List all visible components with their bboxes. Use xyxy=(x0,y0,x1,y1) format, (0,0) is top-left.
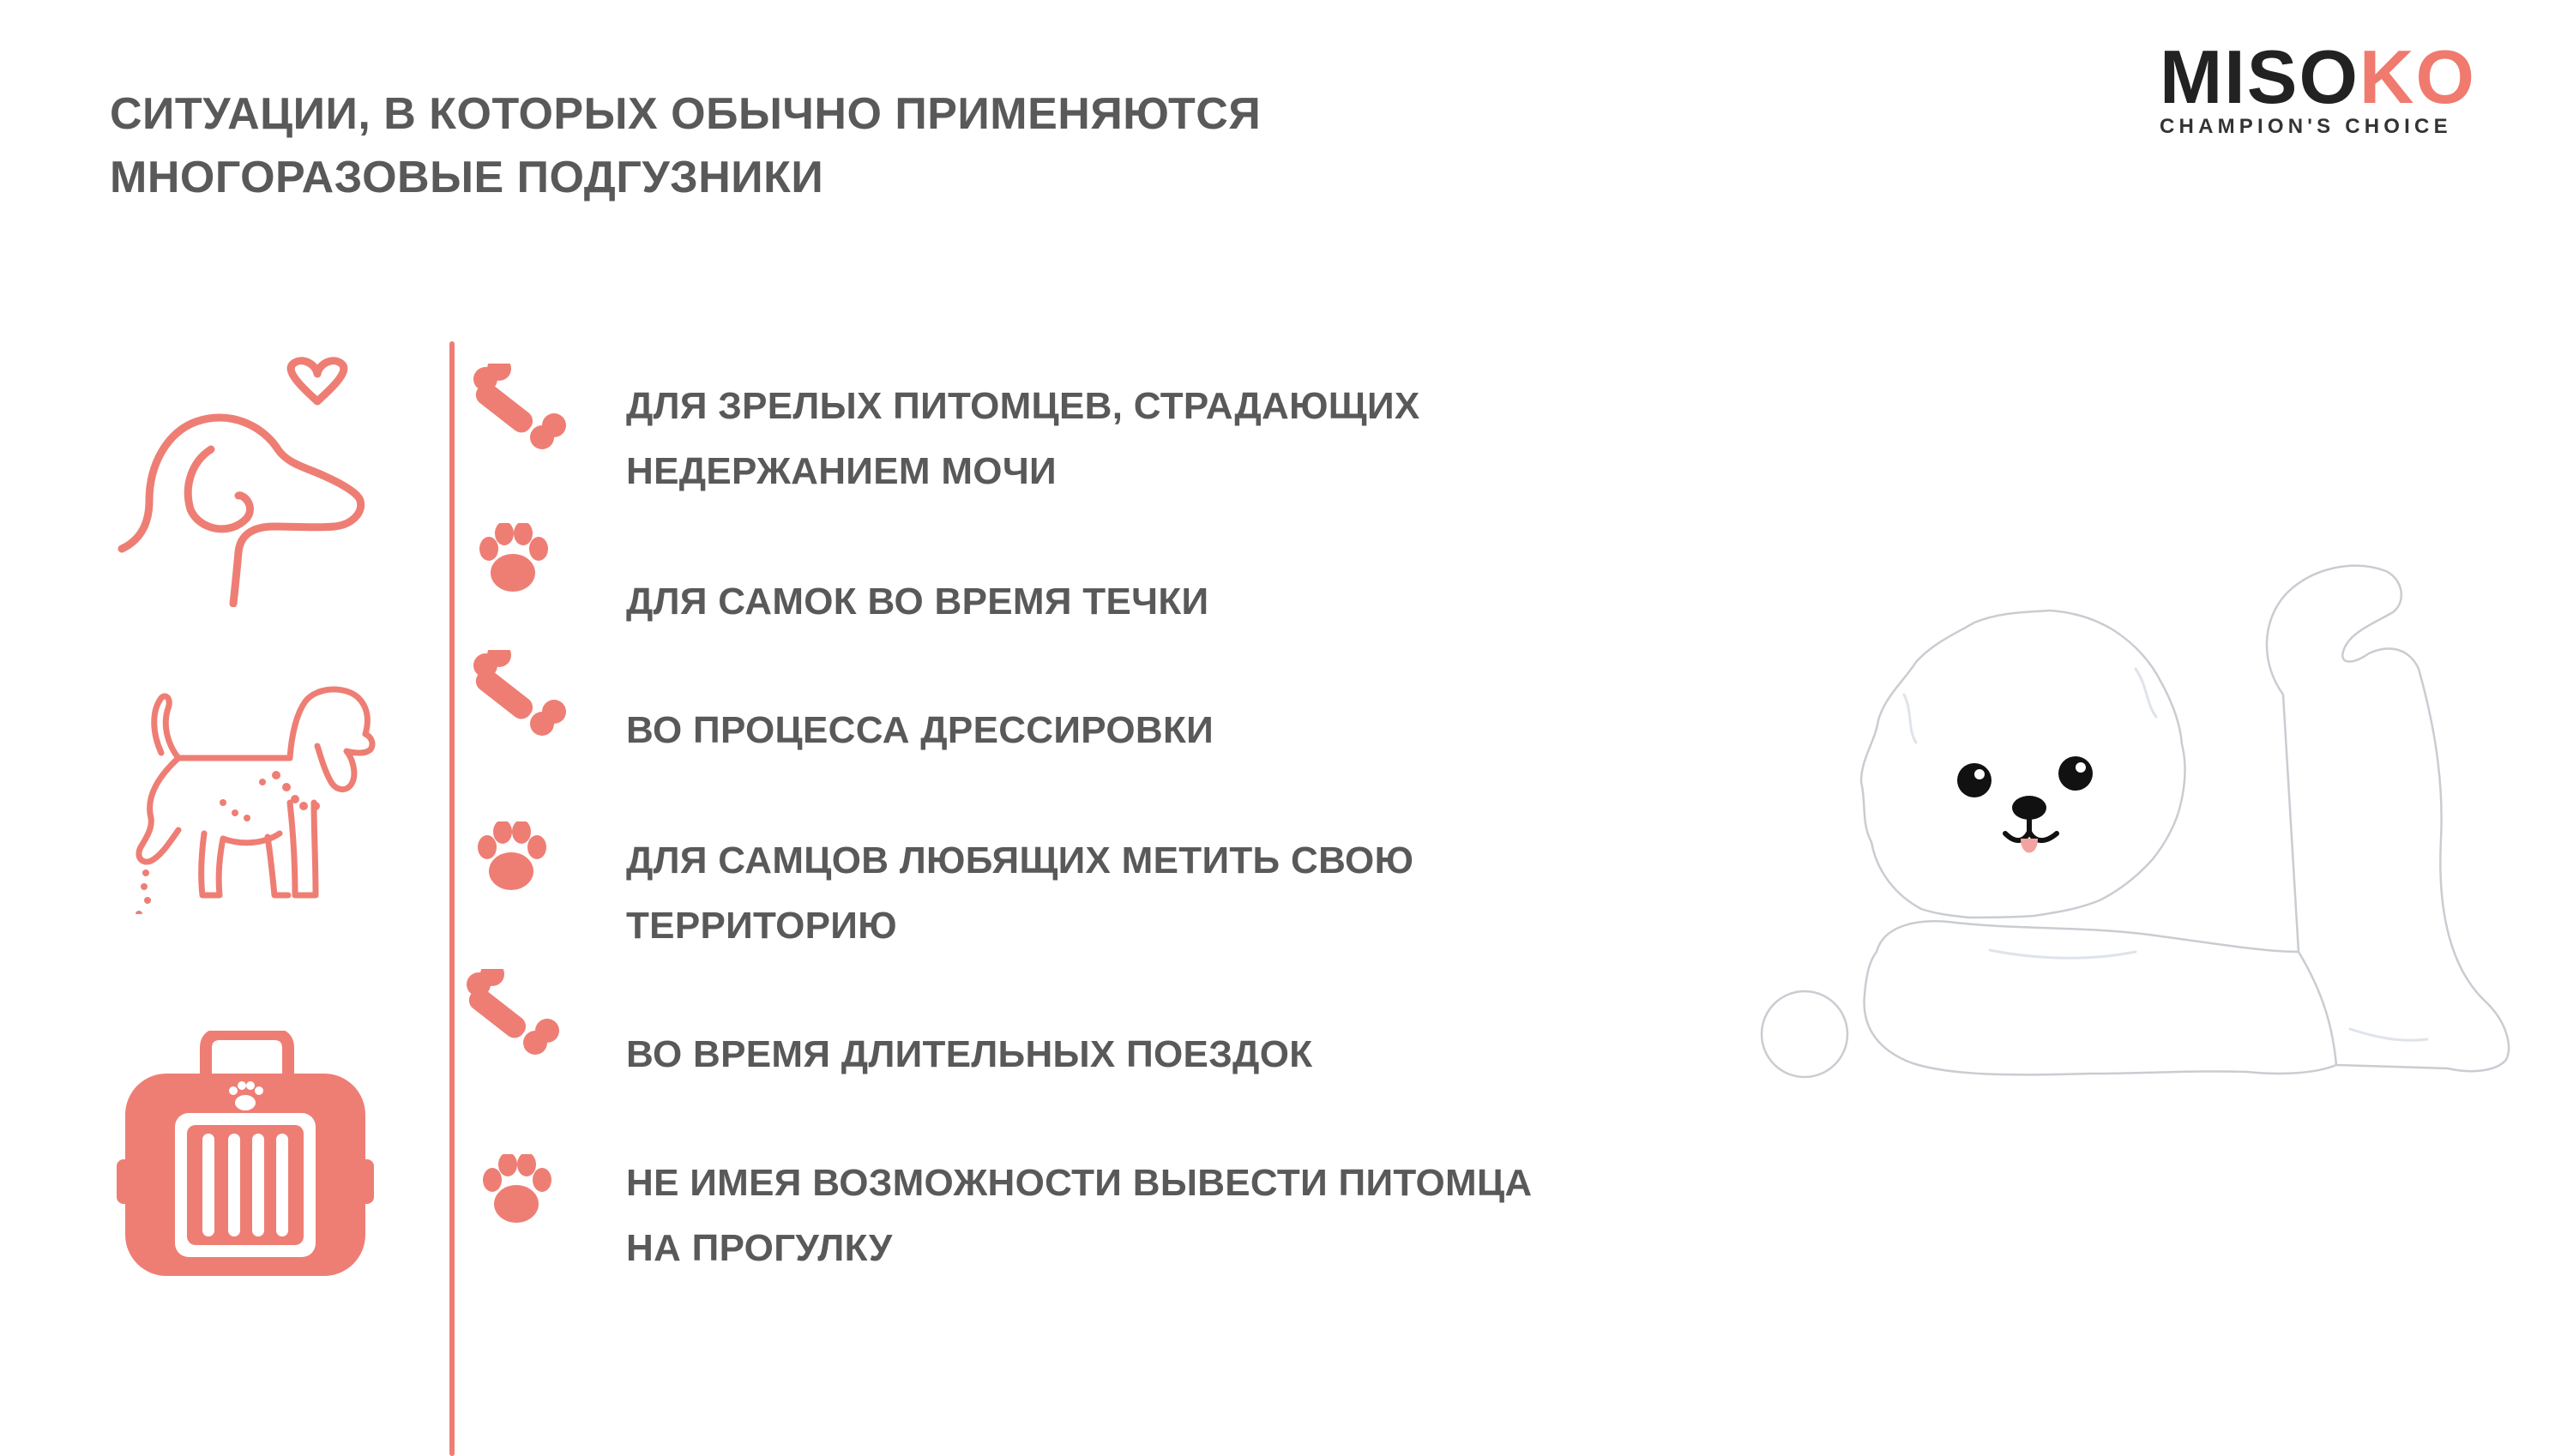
paw-icon xyxy=(482,1154,556,1232)
logo-word-dark: MISO xyxy=(2160,34,2359,119)
list-item-line-2: НА ПРОГУЛКУ xyxy=(626,1227,893,1269)
list-item xyxy=(626,374,1587,504)
bone-icon xyxy=(473,364,568,462)
fluffy-dog-illustration xyxy=(1732,549,2556,1102)
list-item-line-1: ДЛЯ САМЦОВ ЛЮБЯЩИХ МЕТИТЬ СВОЮ xyxy=(626,839,1414,881)
pet-carrier-icon xyxy=(117,1031,374,1284)
paw-icon xyxy=(479,523,552,601)
logo-tagline: CHAMPION'S CHOICE xyxy=(2160,115,2452,138)
paw-icon xyxy=(477,821,551,899)
list-item xyxy=(626,828,1587,959)
list-item xyxy=(626,569,1587,635)
list-item-line-1: НЕ ИМЕЯ ВОЗМОЖНОСТИ ВЫВЕСТИ ПИТОМЦА xyxy=(626,1162,1533,1204)
list-item xyxy=(626,698,1587,763)
dog-marking-icon xyxy=(96,674,379,918)
page-title xyxy=(110,82,1482,209)
list-item xyxy=(626,1151,1587,1281)
list-item-line-1: ВО ВРЕМЯ ДЛИТЕЛЬНЫХ ПОЕЗДОК xyxy=(626,1033,1313,1075)
page-title-line-1: СИТУАЦИИ, В КОТОРЫХ ОБЫЧНО ПРИМЕНЯЮТСЯ xyxy=(110,89,1262,139)
list-item xyxy=(626,1022,1587,1087)
page-title-line-2: МНОГОРАЗОВЫЕ ПОДГУЗНИКИ xyxy=(110,153,824,202)
list-item-line-1: ДЛЯ ЗРЕЛЫХ ПИТОМЦЕВ, СТРАДАЮЩИХ xyxy=(626,385,1420,427)
logo-wordmark xyxy=(2160,34,2479,119)
logo-word-accent: KO xyxy=(2359,34,2476,119)
dog-head-heart-icon xyxy=(110,350,376,611)
brand-logo xyxy=(2160,34,2479,139)
bone-icon xyxy=(467,969,561,1068)
bone-icon xyxy=(473,650,568,749)
timeline-divider xyxy=(449,341,455,1456)
list-item-line-2: ТЕРРИТОРИЮ xyxy=(626,905,897,947)
list-item-line-1: ДЛЯ САМОК ВО ВРЕМЯ ТЕЧКИ xyxy=(626,581,1209,623)
list-item-line-2: НЕДЕРЖАНИЕМ МОЧИ xyxy=(626,450,1057,492)
list-item-line-1: ВО ПРОЦЕССА ДРЕССИРОВКИ xyxy=(626,709,1214,751)
